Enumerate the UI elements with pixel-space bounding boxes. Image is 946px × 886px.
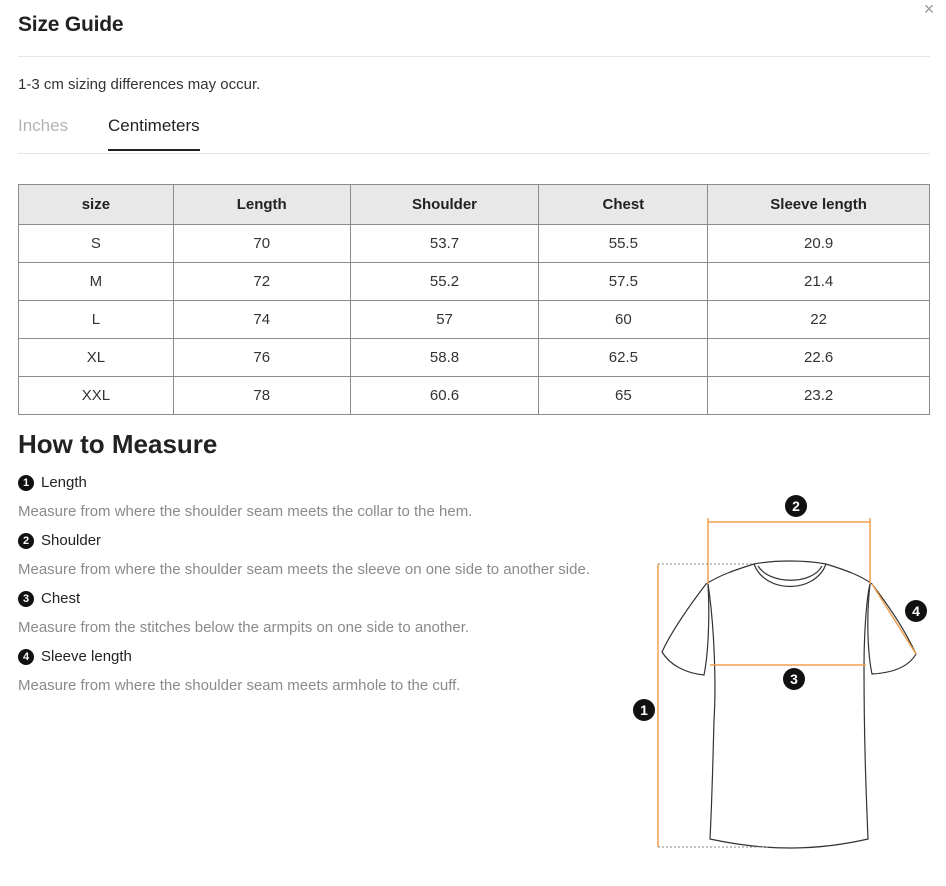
table-cell: 62.5 bbox=[539, 339, 708, 377]
table-row bbox=[19, 263, 930, 301]
table-cell: 72 bbox=[173, 263, 350, 301]
table-cell: 20.9 bbox=[708, 225, 930, 263]
table-cell: M bbox=[19, 263, 174, 301]
divider bbox=[18, 56, 930, 57]
table-cell: 76 bbox=[173, 339, 350, 377]
header-length: Length bbox=[173, 185, 350, 225]
close-icon[interactable]: × bbox=[923, 0, 935, 19]
step-title: Length bbox=[41, 474, 87, 491]
step-description: Measure from where the shoulder seam meets the sleeve on one side to another side. bbox=[18, 561, 590, 578]
table-row bbox=[19, 225, 930, 263]
table-cell: 65 bbox=[539, 377, 708, 415]
marker-2-label: 2 bbox=[792, 498, 800, 514]
tshirt-diagram bbox=[620, 490, 946, 870]
number-4-icon: 4 bbox=[18, 649, 34, 665]
table-cell: 78 bbox=[173, 377, 350, 415]
number-3-icon: 3 bbox=[18, 591, 34, 607]
marker-1-label: 1 bbox=[640, 702, 648, 718]
header-shoulder: Shoulder bbox=[350, 185, 539, 225]
number-2-icon: 2 bbox=[18, 533, 34, 549]
table-cell: 74 bbox=[173, 301, 350, 339]
table-cell: 57 bbox=[350, 301, 539, 339]
header-sleeve-length: Sleeve length bbox=[708, 185, 930, 225]
table-row bbox=[19, 301, 930, 339]
table-cell: 60.6 bbox=[350, 377, 539, 415]
step-sleeve-length bbox=[18, 648, 460, 694]
tshirt-collar-outer bbox=[754, 564, 826, 587]
table-cell: 22.6 bbox=[708, 339, 930, 377]
table-cell: 23.2 bbox=[708, 377, 930, 415]
table-cell: 22 bbox=[708, 301, 930, 339]
tab-centimeters[interactable]: Centimeters bbox=[108, 116, 200, 151]
tshirt-right-sleeve bbox=[826, 564, 916, 674]
table-cell: 58.8 bbox=[350, 339, 539, 377]
dialog-title: Size Guide bbox=[18, 13, 124, 36]
table-cell: 21.4 bbox=[708, 263, 930, 301]
table-cell: 55.2 bbox=[350, 263, 539, 301]
table-cell: 60 bbox=[539, 301, 708, 339]
unit-tabs bbox=[18, 108, 930, 154]
table-row bbox=[19, 339, 930, 377]
header-chest: Chest bbox=[539, 185, 708, 225]
table-cell: 70 bbox=[173, 225, 350, 263]
step-title: Shoulder bbox=[41, 532, 102, 549]
step-title: Chest bbox=[41, 590, 81, 607]
step-title: Sleeve length bbox=[41, 648, 132, 665]
tshirt-collar-back bbox=[754, 561, 826, 564]
step-length bbox=[18, 474, 472, 520]
table-cell: 53.7 bbox=[350, 225, 539, 263]
table-cell: S bbox=[19, 225, 174, 263]
table-cell: L bbox=[19, 301, 174, 339]
table-cell: XL bbox=[19, 339, 174, 377]
number-1-icon: 1 bbox=[18, 475, 34, 491]
tshirt-outline bbox=[662, 561, 916, 848]
step-description: Measure from where the shoulder seam meets the collar to the hem. bbox=[18, 503, 473, 520]
marker-3-label: 3 bbox=[790, 671, 798, 687]
table-cell: 55.5 bbox=[539, 225, 708, 263]
diagram-markers bbox=[633, 495, 927, 721]
tab-inches[interactable]: Inches bbox=[18, 116, 69, 135]
step-shoulder bbox=[18, 532, 590, 578]
table-header-row bbox=[19, 185, 930, 225]
tshirt-body bbox=[708, 584, 870, 848]
header-size: size bbox=[19, 185, 174, 225]
how-to-measure-title: How to Measure bbox=[18, 429, 218, 459]
tshirt-collar-inner bbox=[758, 566, 822, 580]
step-description: Measure from the stitches below the armpits on one side to another. bbox=[18, 619, 470, 636]
marker-4-label: 4 bbox=[912, 603, 920, 619]
table-cell: 57.5 bbox=[539, 263, 708, 301]
size-table bbox=[18, 184, 930, 415]
guide-lines bbox=[658, 564, 770, 847]
step-chest bbox=[18, 590, 469, 636]
table-row bbox=[19, 377, 930, 415]
step-description: Measure from where the shoulder seam meets armhole to the cuff. bbox=[18, 677, 461, 694]
table-cell: XXL bbox=[19, 377, 174, 415]
sizing-note: 1-3 cm sizing differences may occur. bbox=[18, 76, 261, 93]
